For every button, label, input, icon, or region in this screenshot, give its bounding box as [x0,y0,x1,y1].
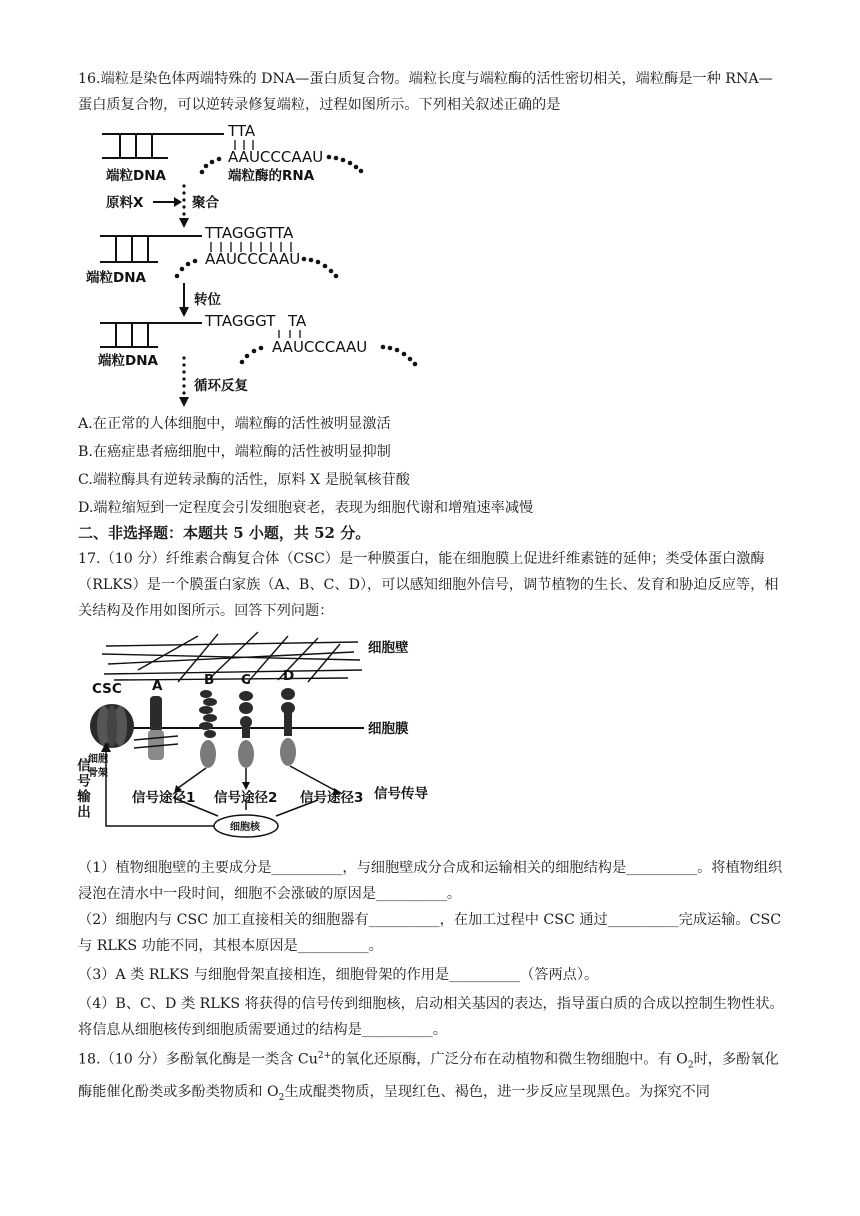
membrane-protein-diagram [74,630,458,850]
signal-transduction: 信号传导 [374,786,428,802]
panel1-dna-label: 端粒DNA [106,168,166,184]
nucleus-label: 细胞核 [230,822,260,833]
q17-stem: 17.（10 分）纤维素合酶复合体（CSC）是一种膜蛋白，能在细胞膜上促进纤维素链的延伸；类受体蛋白激酶（RLKS）是一个膜蛋白家族（A、B、C、D），可以感知细胞外信号，调节植物的生长、发育和胁迫反应等，相关结构及作用如图所示。回答下列问题： [78,551,779,619]
step-translocate: 转位 [194,292,221,308]
panel3-base-pairs [279,330,300,338]
panel1-rna-seq: AAUCCCAAU [228,148,324,166]
csc-rosette [90,704,134,748]
signal-path-1: 信号途径1 [132,790,196,806]
q18-stem: 18.（10 分）多酚氧化酶是一类含 $Cu^{2+}$的氧化还原酶，广泛分布在动植物和微生物细胞中。有 $O_2$时，多酚氧化酶能催化酚类或多酚类物质和 $O_2$生成醌类物质，呈现红色、褐色，进一步反应呈现黑色。为探究不同 [78,1051,779,1103]
panel1-tta: TTA [228,122,256,140]
cell-wall-fibers [102,632,362,682]
panel2-extended-seq: TTAGGGTTA [205,224,294,242]
rlks-d-label: D [283,668,295,684]
signal-output-label: 信号输出 [74,758,90,820]
csc-label: CSC [92,681,122,697]
panel3-rna-seq: AAUCCCAAU [272,338,368,356]
panel3-seq-b: TA [288,312,307,330]
q17-sub1: （1）植物细胞壁的主要成分是__________，与细胞壁成分合成和运输相关的细胞结构是__________。将植物组织浸泡在清水中一段时间，细胞不会涨破的原因是__________。 [78,860,783,902]
q17-sub3: （3）A 类 RLKS 与细胞骨架直接相连，细胞骨架的作用是__________（答两点）。 [78,967,599,983]
translocate-arrow [179,283,189,317]
material-x-label: 原料X [106,195,144,211]
q16-option-d: D.端粒缩短到一定程度会引发细胞衰老，表现为细胞代谢和增殖速率减慢 [78,500,534,516]
step-polymerize: 聚合 [192,195,219,211]
section-heading: 二、非选择题：本题共 5 小题，共 52 分。 [78,524,371,542]
panel2-rna-seq: AAUCCCAAU [205,250,301,268]
panel3-dna-label: 端粒DNA [98,353,158,369]
q17-sub2: （2）细胞内与 CSC 加工直接相关的细胞器有__________，在加工过程中 CSC 通过__________完成运输。CSC 与 RLKS 功能不同，其根本原因是__________。 [78,912,782,954]
rlks-a-label: A [152,678,163,694]
step-repeat: 循环反复 [194,378,248,394]
signal-path-3: 信号途径3 [300,790,364,806]
membrane-label: 细胞膜 [368,721,409,737]
signal-path-2: 信号途径2 [214,790,278,806]
panel2-dna-label: 端粒DNA [86,270,146,286]
rlks-c [238,691,254,768]
q16-stem: 16.端粒是染色体两端特殊的 DNA—蛋白质复合物。端粒长度与端粒酶的活性密切相关，端粒酶是一种 RNA—蛋白质复合物，可以逆转录修复端粒，过程如图所示。下列相关叙述正确的是 [78,71,773,113]
q16-option-a: A.在正常的人体细胞中，端粒酶的活性被明显激活 [78,416,391,432]
q16-option-c: C.端粒酶具有逆转录酶的活性，原料 X 是脱氧核苷酸 [78,472,410,488]
diagram-panel-2 [100,236,202,262]
rlks-b-label: B [204,672,215,688]
panel3-seq-a: TTAGGGT [205,312,276,330]
signal-output-arrow [106,750,214,826]
diagram-panel-3 [100,323,202,347]
repeat-dotted-arrow [179,356,189,407]
cytoskeleton-label-2: 骨架 [88,768,108,779]
panel1-rna-label: 端粒酶的RNA [228,168,315,184]
q16-option-b: B.在癌症患者癌细胞中，端粒酶的活性被明显抑制 [78,444,391,460]
rlks-c-label: C [241,672,251,688]
cytoskeleton-label-1: 细胞 [88,754,108,765]
polymerize-dotted-arrow [179,184,189,228]
cell-wall-label: 细胞壁 [368,640,409,656]
telomerase-diagram [78,118,438,418]
q17-sub4: （4）B、C、D 类 RLKS 将获得的信号传到细胞核，启动相关基因的表达，指导蛋白质的合成以控制生物性状。将信息从细胞核传到细胞质需要通过的结构是__________。 [78,996,784,1038]
